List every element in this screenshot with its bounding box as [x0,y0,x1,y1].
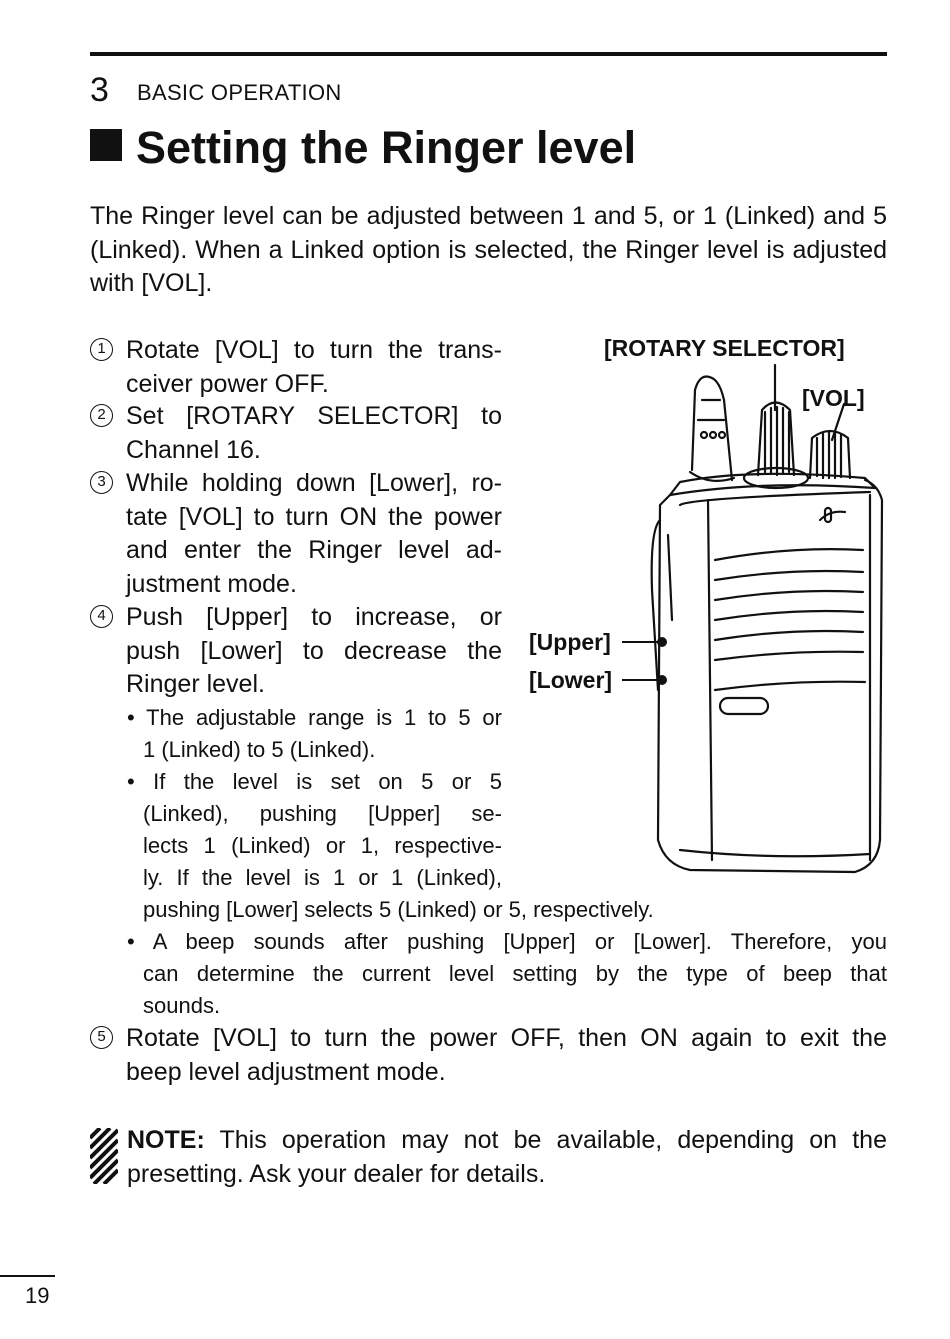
intro-paragraph: The Ringer level can be adjusted between 1 and 5, or 1 (Linked) and 5 (Linked). When a Linked option is selected, the Ringer level is adjusted with [VOL]. [90,202,887,297]
bullet-3-line-1: • A beep sounds after pushing [Upper] or [Lower]. Therefore, you [127,929,887,954]
chapter-title: BASIC OPERATION [137,80,342,105]
step-2-line-1: Set [ROTARY SELECTOR] to [126,402,502,430]
step-4-line-2: push [Lower] to decrease the [126,636,502,665]
step-5-line-1: Rotate [VOL] to turn the power OFF, then ON again to exit the [126,1024,887,1052]
step-number-5: 5 [90,1026,113,1049]
step-3-line-4: justment mode. [126,569,297,598]
bullet-2-line-5: pushing [Lower] selects 5 (Linked) or 5, respectively. [143,897,654,922]
bullet-1-line-2: 1 (Linked) to 5 (Linked). [143,737,376,762]
bullet-1-line-1: • The adjustable range is 1 to 5 or [127,705,502,730]
step-1-line-2: ceiver power OFF. [126,369,329,398]
label-rotary-selector: [ROTARY SELECTOR] [604,335,845,361]
note-paragraph [127,1124,887,1191]
square-bullet-icon [90,129,122,161]
step-1-line-1: Rotate [VOL] to turn the trans- [126,336,502,364]
note-icon [90,1128,118,1184]
upper-dot [657,637,667,647]
step-4-line-1: Push [Upper] to increase, or [126,603,502,631]
radio-body [658,480,882,872]
bullet-2-line-3: lects 1 (Linked) or 1, respective- [143,833,502,858]
section-heading [90,120,636,176]
label-upper: [Upper] [529,629,611,655]
step-4-line-3: Ringer level. [126,670,265,698]
step-number-1: 1 [90,338,113,361]
footer-rule [0,1275,55,1277]
step-3-line-2: tate [VOL] to turn ON the power [126,502,502,531]
step-number-4: 4 [90,605,113,628]
step-3-line-3: and enter the Ringer level ad- [126,536,502,564]
bullet-2-line-1: • If the level is set on 5 or 5 [127,769,502,794]
note-label: NOTE: [127,1126,205,1154]
header-rule [90,52,887,56]
label-vol: [VOL] [802,385,865,411]
label-lower: [Lower] [529,667,613,693]
step-5-line-2: beep level adjustment mode. [126,1057,446,1086]
lower-dot [657,675,667,685]
transceiver-illustration [620,360,890,880]
section-title: Setting the Ringer level [136,122,637,173]
step-3-line-1: While holding down [Lower], ro- [126,469,502,497]
bullet-3-line-2: can determine the current level setting by the type of beep that [143,961,887,986]
speaker-grille [715,549,863,660]
step-2-line-2: Channel 16. [126,435,261,464]
antenna [692,377,732,481]
note-text: This operation may not be available, depending on the presetting. Ask your dealer for details. [127,1126,887,1188]
page-number: 19 [25,1283,50,1308]
step-number-2: 2 [90,404,113,427]
bullet-2-line-2: (Linked), pushing [Upper] se- [143,801,502,826]
bullet-2-line-4: ly. If the level is 1 or 1 (Linked), [143,865,502,890]
step-number-3: 3 [90,471,113,494]
bullet-3-line-3: sounds. [143,993,221,1018]
chapter-number: 3 [90,71,109,109]
